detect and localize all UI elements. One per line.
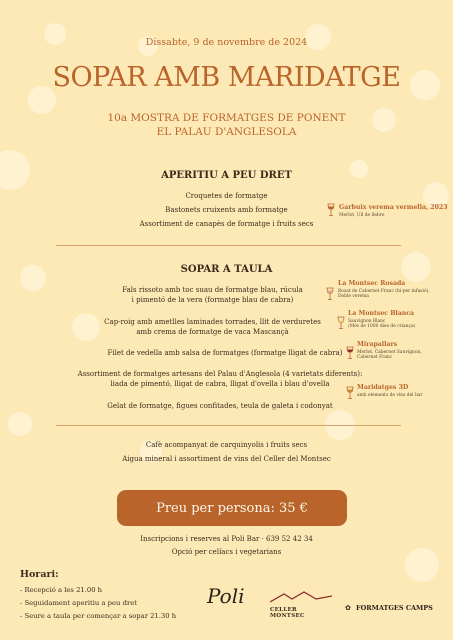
wine-glass-icon [346,386,354,400]
course-line: Filet de vedella amb salsa de formatges (formatge lligat de cabra) [107,349,343,357]
course-line: amb crema de formatge de vaca Mascançà [136,327,289,336]
wine-name: La Montsec Blanca [348,310,415,317]
wine-glass-icon [327,203,335,217]
section-divider [56,245,401,246]
wine-description: Rosat de Cabernet Franc (bi-per infusió), [338,289,430,294]
wine-pairing [338,280,430,300]
wine-description: Doble verema [338,294,369,300]
dietary-info: Opció per celíacs i vegetarians [171,548,282,556]
bokeh-circle [8,412,32,436]
wine-description: (Més de 1000 dies de criança) [348,324,416,330]
event-date: Dissabte, 9 de novembre de 2024 [145,37,308,48]
extras-coffee: Cafè acompanyat de carquinyolis i fruits secs [145,441,308,449]
section-divider [56,425,401,426]
poli-logo-text: Poli [207,584,245,608]
wine-pairing [348,310,415,330]
cheese-icon: ✿ [345,604,351,612]
aperitiu-item: Croquetes de formatge [185,192,268,200]
course-line: Gelat de formatge, figues confitades, teula de galeta i codonyat [107,402,333,410]
wine-pairing [357,384,423,398]
course-line: Assortiment de formatges artesans del Palau d'Anglesola (4 varietats diferents): [77,370,363,378]
page-title: SOPAR AMB MARIDATGE [52,62,401,93]
celler-montsec-logo [270,588,332,618]
poli-logo [207,581,243,615]
schedule-title: Horari: [20,569,59,580]
course-item [60,402,380,412]
course-item [100,286,325,305]
course-line: liada de pimentó, lligat de cabra, lligat d'ovella i blau d'ovella [110,379,330,388]
wine-glass-icon [337,316,345,330]
price-badge: Preu per persona: 35 € [117,490,347,526]
mountain-icon [270,591,332,603]
wine-name: Maridatges 3D [357,384,409,391]
reservation-info: Inscripcions i reserves al Poli Bar · 639 52 42 34 [140,535,313,543]
section-heading-sopar: SOPAR A TAULA [180,264,273,275]
subtitle-location: EL PALAU D'ANGLESOLA [156,126,297,138]
formatges-camps-text: FORMATGES CAMPS [355,604,433,612]
course-item [100,318,325,337]
celler-montsec-text: CELLER MONTSEC [270,607,305,619]
wine-description: Cabernet Franc [357,355,393,361]
wine-name: La Montsec Rosada [338,280,406,287]
schedule-item: - Recepció a les 21.00 h [20,586,103,594]
wine-description: amb elements de vins del bar [357,393,423,398]
section-heading-aperitiu: APERITIU A PEU DRET [161,170,292,181]
aperitiu-item: Assortiment de canapès de formatge i fruits secs [139,220,314,228]
wine-description: Sauvignon Blanc [348,319,386,324]
wine-description: Merlot, Cabernet Sauvignon, [357,350,422,355]
course-line: Fals rissoto amb toc suau de formatge blau, rúcula [122,286,303,294]
wine-pairing [357,341,422,361]
course-line: Cap-roig amb ametlles laminades torrades, llit de verduretes [104,318,321,326]
extras-water-wine: Aigua mineral i assortiment de vins del Celler del Montsec [122,455,331,463]
course-item [100,349,350,359]
course-item [60,370,380,389]
wine-glass-icon [346,346,354,360]
wine-glass-icon [326,287,334,301]
formatges-camps-logo [345,595,433,614]
wine-name: Mirapallars [357,341,398,348]
subtitle-event: 10a MOSTRA DE FORMATGES DE PONENT [107,112,346,124]
aperitiu-item: Bastonets cruixents amb formatge [165,206,288,214]
schedule-item: - Seure a taula per començar a sopar 21.30 h [20,612,177,620]
wine-name: Garbuix verema vermella, 2023 [339,204,448,211]
bokeh-circle [72,313,100,341]
schedule-item: - Seguidament aperitiu a peu dret [20,599,137,607]
wine-description: Merlot, Ull de llebre [339,213,385,218]
course-line: i pimentó de la vera (formatge blau de cabra) [131,295,294,304]
